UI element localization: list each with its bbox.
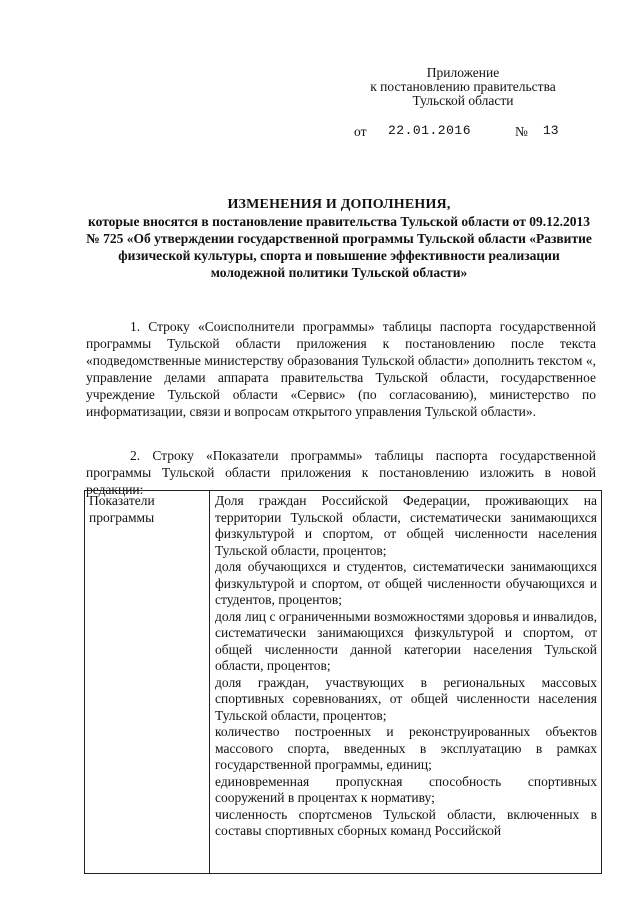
decree-number: 13: [543, 123, 559, 138]
indicator-item: доля обучающихся и студентов, систематически занимающихся физкультурой и спортом, от общей численности обучающихся и студентов, процентов;: [215, 559, 597, 607]
column-divider: [209, 491, 210, 873]
indicator-item: доля граждан, участвующих в региональных массовых спортивных соревнованиях, от общей численности населения Тульской области, процентов;: [215, 674, 597, 723]
number-prefix: №: [515, 124, 528, 139]
date-prefix: от: [354, 124, 367, 139]
indicator-item: единовременная пропускная способность спортивных сооружений в процентах к нормативу;: [215, 773, 597, 805]
decree-date: 22.01.2016: [388, 123, 472, 138]
indicator-item: количество построенных и реконструированных объектов массового спорта, введенных в эксплуатацию в рамках государственной программы, единиц;: [215, 724, 597, 772]
appendix-line: Приложение: [426, 65, 500, 80]
appendix-header: [354, 66, 572, 108]
paragraph-2: 2. Строку «Показатели программы» таблицы паспорта государственной программы Тульской области приложения к постановлению изложить в новой редакции:: [86, 447, 596, 497]
indicators-cell: [215, 493, 597, 840]
title-subtitle: которые вносятся в постановление правительства Тульской области от 09.12.2013 № 725 «Об утверждении государственной программы Тульской области «Развитие физической культуры, спорта и повышение эффективности реализации молодежной политики Тульской области»: [86, 214, 592, 280]
main-title: ИЗМЕНЕНИЯ И ДОПОЛНЕНИЯ,: [227, 197, 451, 212]
indicator-item: Доля граждан Российской Федерации, проживающих на территории Тульской области, систематически занимающихся физкультурой и спортом, от общей численности населения Тульской области, процентов;: [215, 493, 597, 558]
document-title: [80, 196, 598, 281]
appendix-line: к постановлению правительства: [370, 79, 556, 94]
program-passport-table: [84, 490, 602, 874]
indicator-item: численность спортсменов Тульской области, включенных в составы спортивных сборных команд Российской: [215, 806, 597, 838]
indicator-item: доля лиц с ограниченными возможностями здоровья и инвалидов, систематически занимающихся физкультурой и спортом, от общей численности данной категории населения Тульской области, процентов;: [215, 608, 597, 673]
appendix-line: Тульской области: [412, 93, 514, 108]
row-label-cell: Показатели программы: [89, 493, 155, 525]
paragraph-1: 1. Строку «Соисполнители программы» таблицы паспорта государственной программы Тульской области приложения к постановлению после текста «подведомственные министерству образования Тульской области» дополнить текстом «, управление делами аппарата правительства Тульской области, государственное учреждение Тульской области «Сервис» (по согласованию), министерство по информатизации, связи и вопросам открытого управления Тульской области».: [86, 318, 596, 419]
